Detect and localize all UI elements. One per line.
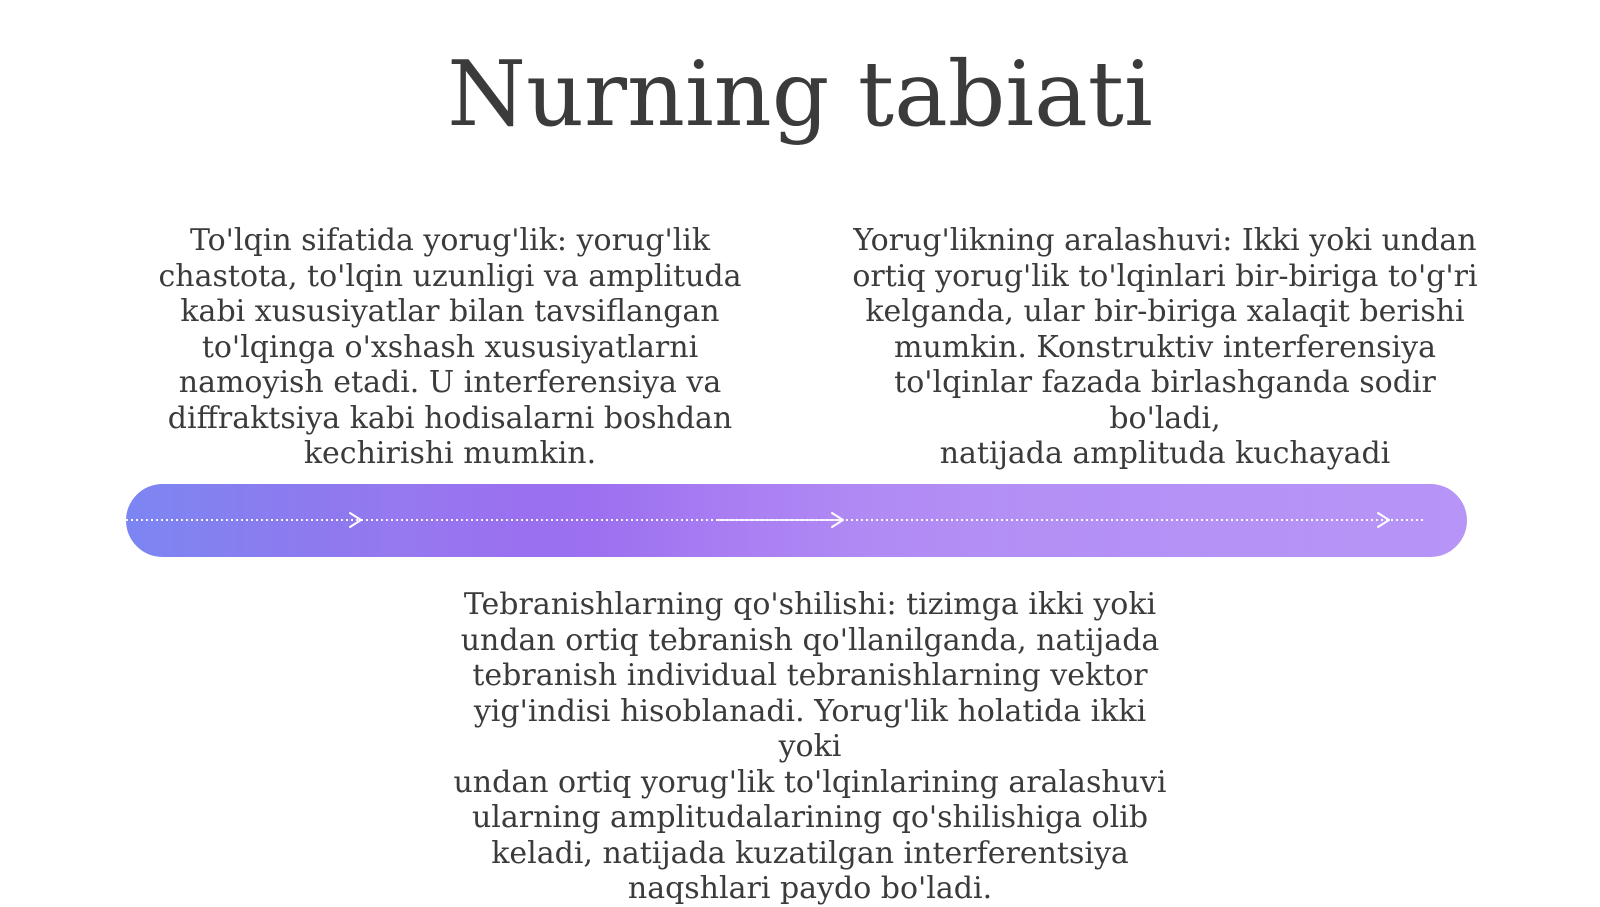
text-line: chastota, to'lqin uzunligi va amplituda bbox=[158, 258, 742, 294]
text-block-superposition bbox=[440, 587, 1180, 907]
text-line: Yorug'likning aralashuvi: Ikki yoki undan bbox=[853, 223, 1477, 258]
chevron-right-arrow-icon bbox=[1378, 513, 1389, 527]
text-line: diffraktsiya kabi hodisalarni boshdan bbox=[167, 400, 733, 436]
text-line: ularning amplitudalarining qo'shilishiga olib bbox=[471, 800, 1149, 835]
text-block-wave-nature bbox=[150, 223, 750, 472]
text-block-interference bbox=[840, 223, 1490, 472]
text-line: natijada amplituda kuchayadi bbox=[939, 436, 1391, 471]
timeline-arrows bbox=[126, 484, 1467, 557]
timeline-bar bbox=[126, 484, 1467, 557]
text-line: Tebranishlarning qo'shilishi: tizimga ikki yoki bbox=[463, 587, 1157, 622]
text-line: kelganda, ular bir-biriga xalaqit berishi bbox=[865, 294, 1465, 329]
text-line: ortiq yorug'lik to'lqinlari bir-biriga to'g'ri bbox=[852, 258, 1478, 294]
text-line: yig'indisi hisoblanadi. Yorug'lik holatida ikki yoki bbox=[473, 693, 1147, 764]
text-line: to'lqinlar fazada birlashganda sodir bo'ladi, bbox=[894, 365, 1436, 436]
text-line: kabi xususiyatlar bilan tavsiflangan bbox=[180, 294, 720, 329]
text-line: tebranish individual tebranishlarning vektor bbox=[472, 658, 1148, 693]
text-line: To'lqin sifatida yorug'lik: yorug'lik bbox=[189, 223, 711, 258]
slide-title: Nurning tabiati bbox=[447, 42, 1153, 147]
text-line: naqshlari paydo bo'ladi. bbox=[627, 871, 993, 906]
text-line: undan ortiq yorug'lik to'lqinlarining aralashuvi bbox=[453, 764, 1167, 800]
text-line: mumkin. Konstruktiv interferensiya bbox=[894, 329, 1436, 365]
text-line: namoyish etadi. U interferensiya va bbox=[178, 365, 722, 400]
text-line: keladi, natijada kuzatilgan interferentsiya bbox=[491, 835, 1129, 871]
text-line: undan ortiq tebranish qo'llanilganda, natijada bbox=[460, 622, 1160, 658]
text-line: to'lqinga o'xshash xususiyatlarni bbox=[201, 329, 699, 365]
text-line: kechirishi mumkin. bbox=[303, 436, 597, 471]
